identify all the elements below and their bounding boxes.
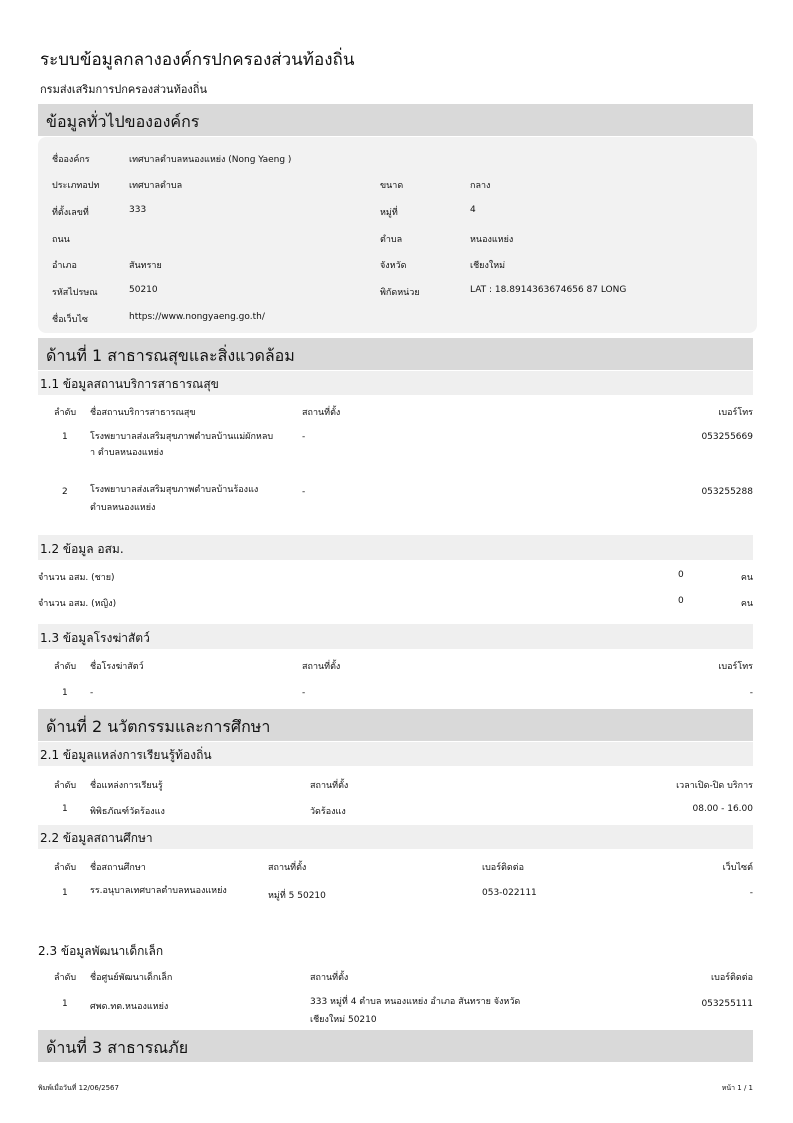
s13-col-loc: สถานที่ตั้ง: [302, 662, 341, 672]
type-value: เทศบาลตำบล: [129, 181, 183, 191]
part2-title: ด้านที่ 2 นวัตกรรมและการศึกษา: [46, 717, 271, 736]
s21-row1-no: 1: [62, 804, 68, 814]
s12-female-label: จำนวน อสม. (หญิง): [38, 599, 117, 609]
s23-col-phone: เบอร์ติดต่อ: [711, 973, 753, 983]
province-label: จังหวัด: [380, 261, 407, 271]
s22-col-loc: สถานที่ตั้ง: [268, 863, 307, 873]
s11-title: 1.1 ข้อมูลสถานบริการสาธารณสุข: [40, 377, 219, 391]
s21-row1-name: พิพิธภัณฑ์วัดร้องแง: [90, 807, 165, 817]
s11-row2-name-line2: ตำบลหนองแหย่ง: [90, 503, 156, 513]
s22-col-no: ลำดับ: [54, 863, 77, 873]
s11-row2-name-line1: โรงพยาบาลส่งเสริมสุขภาพตำบลบ้านร้องแง: [90, 485, 259, 495]
s12-female-unit: คน: [740, 599, 753, 609]
s11-row2-loc: -: [302, 487, 306, 497]
general-section-header: [38, 104, 753, 136]
s13-row1-phone: -: [749, 688, 753, 698]
s23-row1-no: 1: [62, 999, 68, 1009]
s13-header: [38, 624, 753, 649]
org-name-label: ชื่อองค์กร: [52, 155, 90, 165]
coords-value: LAT : 18.8914363674656 87 LONG: [470, 285, 627, 295]
s22-row1-web: -: [749, 888, 753, 898]
print-date: พิมพ์เมื่อวันที่ 12/06/2567: [38, 1084, 119, 1092]
s21-col-loc: สถานที่ตั้ง: [310, 781, 349, 791]
s21-col-no: ลำดับ: [54, 781, 77, 791]
s13-col-no: ลำดับ: [54, 662, 77, 672]
s11-row2-phone: 053255288: [701, 487, 753, 497]
s13-row1-no: 1: [62, 688, 68, 698]
s21-header: [38, 742, 753, 766]
s22-row1-no: 1: [62, 888, 68, 898]
size-value: กลาง: [470, 181, 491, 191]
moo-label: หมู่ที่: [380, 208, 398, 218]
s13-title: 1.3 ข้อมูลโรงฆ่าสัตว์: [40, 631, 150, 645]
s12-title: 1.2 ข้อมูล อสม.: [40, 542, 124, 556]
s11-row1-name-line1: โรงพยาบาลส่งเสริมสุขภาพตำบลบ้านแม่ผักหลบ: [90, 432, 274, 442]
s23-row1-loc-line1: 333 หมู่ที่ 4 ตำบล หนองแหย่ง อำเภอ สันทราย จังหวัด: [310, 997, 521, 1007]
s22-row1-phone: 053-022111: [482, 888, 537, 898]
s12-male-value: 0: [678, 570, 684, 580]
s11-row1-phone: 053255669: [701, 432, 753, 442]
s11-row1-no: 1: [62, 432, 68, 442]
s11-col-loc: สถานที่ตั้ง: [302, 408, 341, 418]
coords-label: พิกัดหน่วย: [380, 288, 420, 298]
s11-row1-loc: -: [302, 432, 306, 442]
s23-col-no: ลำดับ: [54, 973, 77, 983]
s23-row1-loc-line2: เชียงใหม่ 50210: [310, 1015, 377, 1025]
general-info-panel: [38, 137, 757, 333]
s22-row1-name: รร.อนุบาลเทศบาลตำบลหนองแหย่ง: [90, 886, 227, 896]
s13-row1-loc: -: [302, 688, 306, 698]
part3-header: [38, 1030, 753, 1062]
s11-col-name: ชื่อสถานบริการสาธารณสุข: [90, 408, 196, 418]
s12-female-value: 0: [678, 596, 684, 606]
province-value: เชียงใหม่: [470, 261, 506, 271]
amphoe-label: อำเภอ: [52, 261, 77, 271]
s22-row1-loc: หมู่ที่ 5 50210: [268, 891, 326, 901]
s23-col-name: ชื่อศูนย์พัฒนาเด็กเล็ก: [90, 973, 173, 983]
part3-title: ด้านที่ 3 สาธารณภัย: [46, 1038, 189, 1057]
general-section-title: ข้อมูลทั่วไปขององค์กร: [46, 112, 200, 131]
postcode-value: 50210: [129, 285, 158, 295]
s21-row1-hours: 08.00 - 16.00: [692, 804, 753, 814]
s13-col-phone: เบอร์โทร: [718, 662, 753, 672]
s21-col-name: ชื่อแหล่งการเรียนรู้: [90, 781, 163, 791]
s13-row1-name: -: [90, 688, 94, 698]
address-value: 333: [129, 205, 147, 215]
s11-row1-name-line2: า ตำบลหนองแหย่ง: [90, 448, 164, 458]
s11-col-no: ลำดับ: [54, 408, 77, 418]
s23-col-loc: สถานที่ตั้ง: [310, 973, 349, 983]
s21-col-hours: เวลาเปิด-ปิด บริการ: [676, 781, 753, 791]
part1-title: ด้านที่ 1 สาธารณสุขและสิ่งแวดล้อม: [46, 346, 295, 365]
page-subtitle: กรมส่งเสริมการปกครองส่วนท้องถิ่น: [40, 83, 207, 96]
s22-col-phone: เบอร์ติดต่อ: [482, 863, 524, 873]
page-number: หน้า 1 / 1: [721, 1084, 753, 1092]
s21-row1-loc: วัดร้องแง: [310, 807, 346, 817]
moo-value: 4: [470, 205, 476, 215]
s12-header: [38, 535, 753, 560]
website-link[interactable]: https://www.nongyaeng.go.th/: [129, 312, 265, 322]
part1-header: [38, 338, 753, 370]
tambon-value: หนองแหย่ง: [470, 235, 514, 245]
tambon-label: ตำบล: [380, 235, 403, 245]
s22-header: [38, 825, 753, 849]
postcode-label: รหัสไปรษณ: [52, 288, 98, 298]
road-label: ถนน: [52, 235, 70, 245]
address-label: ที่ตั้งเลขที่: [52, 208, 89, 218]
part2-header: [38, 709, 753, 741]
type-label: ประเภทอปท: [52, 181, 100, 191]
s11-row2-no: 2: [62, 487, 68, 497]
s23-title: 2.3 ข้อมูลพัฒนาเด็กเล็ก: [38, 944, 164, 958]
s12-male-unit: คน: [740, 573, 753, 583]
s11-col-phone: เบอร์โทร: [718, 408, 753, 418]
s22-col-web: เว็บไซต์: [722, 863, 753, 873]
org-name-value: เทศบาลตำบลหนองแหย่ง (Nong Yaeng ): [129, 155, 292, 165]
size-label: ขนาด: [380, 181, 404, 191]
amphoe-value: สันทราย: [129, 261, 162, 271]
s23-row1-name: ศพด.ทต.หนองแหย่ง: [90, 1002, 169, 1012]
s13-col-name: ชื่อโรงฆ่าสัตว์: [90, 662, 144, 672]
s23-row1-phone: 053255111: [701, 999, 753, 1009]
s21-title: 2.1 ข้อมูลแหล่งการเรียนรู้ท้องถิ่น: [40, 748, 212, 762]
s11-header: [38, 371, 753, 395]
website-label: ชื่อเว็บไซ: [52, 315, 88, 325]
s22-col-name: ชื่อสถานศึกษา: [90, 863, 146, 873]
s12-male-label: จำนวน อสม. (ชาย): [38, 573, 115, 583]
page-title: ระบบข้อมูลกลางองค์กรปกครองส่วนท้องถิ่น: [40, 50, 355, 70]
s22-title: 2.2 ข้อมูลสถานศึกษา: [40, 831, 153, 845]
